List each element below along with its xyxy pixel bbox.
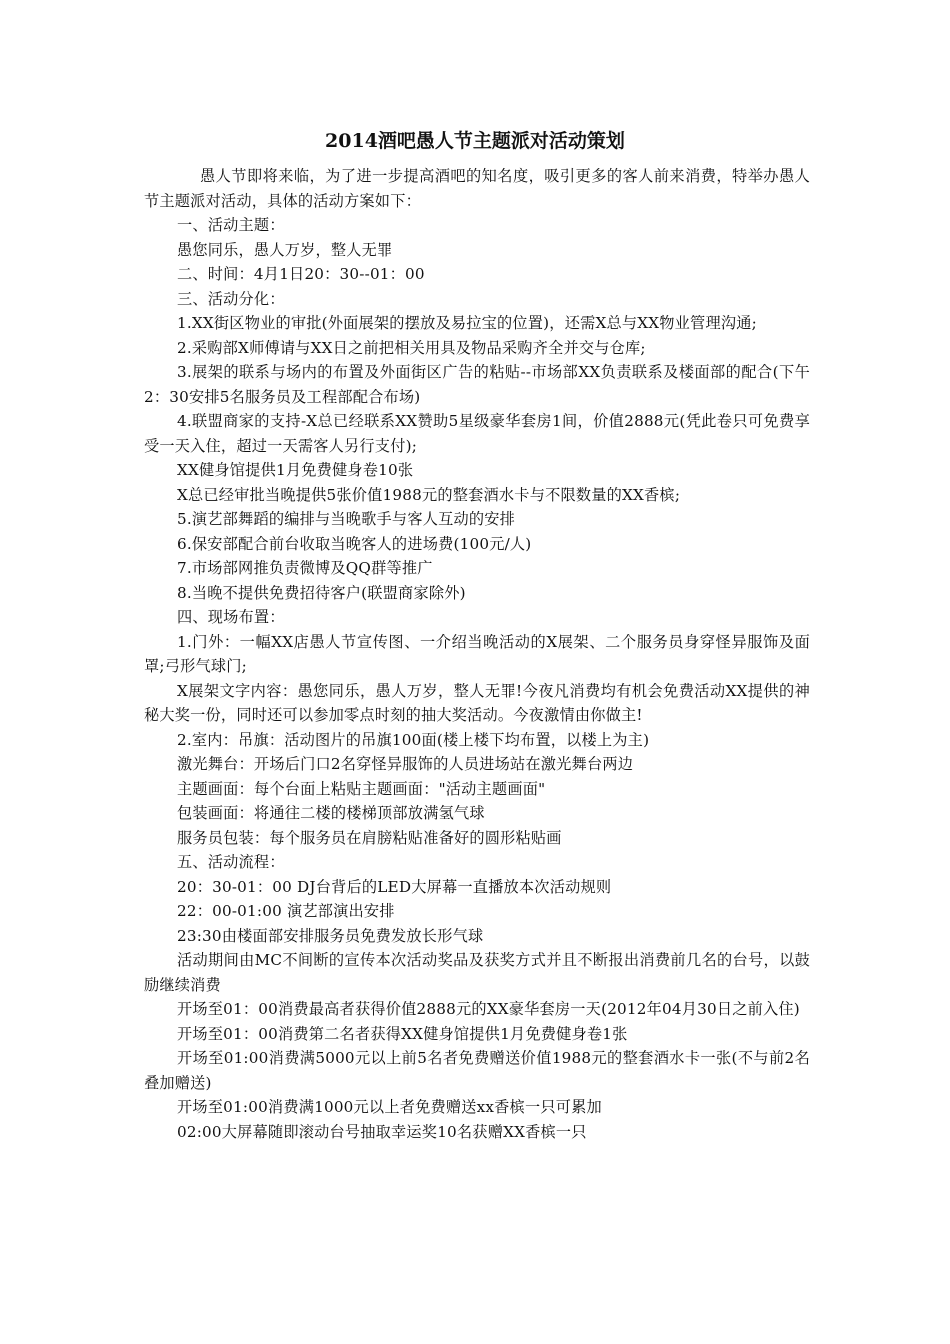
paragraph: 活动期间由MC不间断的宣传本次活动奖品及获奖方式并且不断报出消费前几名的台号，以鼓励继续消费	[144, 951, 810, 994]
paragraph: 3.展架的联系与场内的布置及外面街区广告的粘贴--市场部XX负责联系及楼面部的配合(下午2：30安排5名服务员及工程部配合布场)	[144, 363, 810, 406]
paragraph: 五、活动流程：	[177, 853, 285, 871]
paragraph: 一、活动主题：	[177, 216, 285, 234]
paragraph: 1.门外：一幅XX店愚人节宣传图、一介绍当晚活动的X展架、二个服务员身穿怪异服饰及面罩;弓形气球门;	[144, 632, 810, 675]
paragraph: 四、现场布置：	[177, 608, 285, 626]
paragraph: 愚您同乐，愚人万岁，整人无罪	[177, 240, 393, 259]
paragraph: 22：00-01:00 演艺部演出安排	[177, 902, 395, 920]
paragraph: 6.保安部配合前台收取当晚客人的进场费(100元/人)	[177, 534, 532, 553]
paragraph: 7.市场部网推负责微博及QQ群等推广	[177, 559, 433, 577]
paragraph: 三、活动分化：	[177, 289, 285, 308]
paragraph: 愚人节即将来临，为了进一步提高酒吧的知名度，吸引更多的客人前来消费，特举办愚人节主题派对活动，具体的活动方案如下：	[144, 167, 810, 210]
paragraph: 5.演艺部舞蹈的编排与当晚歌手与客人互动的安排	[177, 510, 516, 528]
paragraph: 2.采购部X师傅请与XX日之前把相关用具及物品采购齐全并交与仓库;	[177, 338, 646, 357]
paragraph: 开场至01：00消费第二名者获得XX健身馆提供1月免费健身卷1张	[177, 1024, 628, 1043]
paragraph: XX健身馆提供1月免费健身卷10张	[177, 461, 414, 479]
paragraph: 1.XX街区物业的审批(外面展架的摆放及易拉宝的位置)，还需X总与XX物业管理沟通;	[177, 314, 757, 332]
paragraph: X展架文字内容：愚您同乐，愚人万岁，整人无罪!今夜凡消费均有机会免费活动XX提供的神秘大奖一份，同时还可以参加零点时刻的抽大奖活动。今夜激情由你做主!	[144, 681, 810, 724]
paragraph: 开场至01：00消费最高者获得价值2888元的XX豪华套房一天(2012年04月30日之前入住)	[177, 1000, 800, 1018]
paragraph: 4.联盟商家的支持-X总已经联系XX赞助5星级豪华套房1间，价值2888元(凭此卷只可免费享受一天入住，超过一天需客人另行支付);	[144, 412, 810, 455]
paragraph: 开场至01:00消费满5000元以上前5名者免费赠送价值1988元的整套酒水卡一张(不与前2名叠加赠送)	[144, 1049, 810, 1092]
paragraph: 激光舞台：开场后门口2名穿怪异服饰的人员进场站在激光舞台两边	[177, 755, 634, 773]
paragraph: 开场至01:00消费满1000元以上者免费赠送xx香槟一只可累加	[177, 1098, 602, 1116]
paragraph: 2.室内：吊旗：活动图片的吊旗100面(楼上楼下均布置，以楼上为主)	[177, 730, 650, 749]
paragraph: 23:30由楼面部安排服务员免费发放长形气球	[177, 926, 484, 945]
paragraph: 8.当晚不提供免费招待客户(联盟商家除外)	[177, 583, 466, 602]
paragraph: 02:00大屏幕随即滚动台号抽取幸运奖10名获赠XX香槟一只	[177, 1122, 587, 1141]
paragraph: 服务员包装：每个服务员在肩膀粘贴准备好的圆形粘贴画	[177, 828, 562, 847]
paragraph: X总已经审批当晚提供5张价值1988元的整套酒水卡与不限数量的XX香槟;	[177, 485, 681, 504]
document-body	[144, 164, 810, 1144]
document-title: 2014酒吧愚人节主题派对活动策划	[325, 130, 625, 152]
paragraph: 主题画面：每个台面上粘贴主题画面："活动主题画面"	[177, 779, 546, 798]
paragraph: 二、时间：4月1日20：30--01：00	[177, 265, 425, 283]
paragraph: 20：30-01：00 DJ台背后的LED大屏幕一直播放本次活动规则	[177, 877, 612, 896]
paragraph: 包装画面：将通往二楼的楼梯顶部放满氢气球	[177, 804, 485, 822]
